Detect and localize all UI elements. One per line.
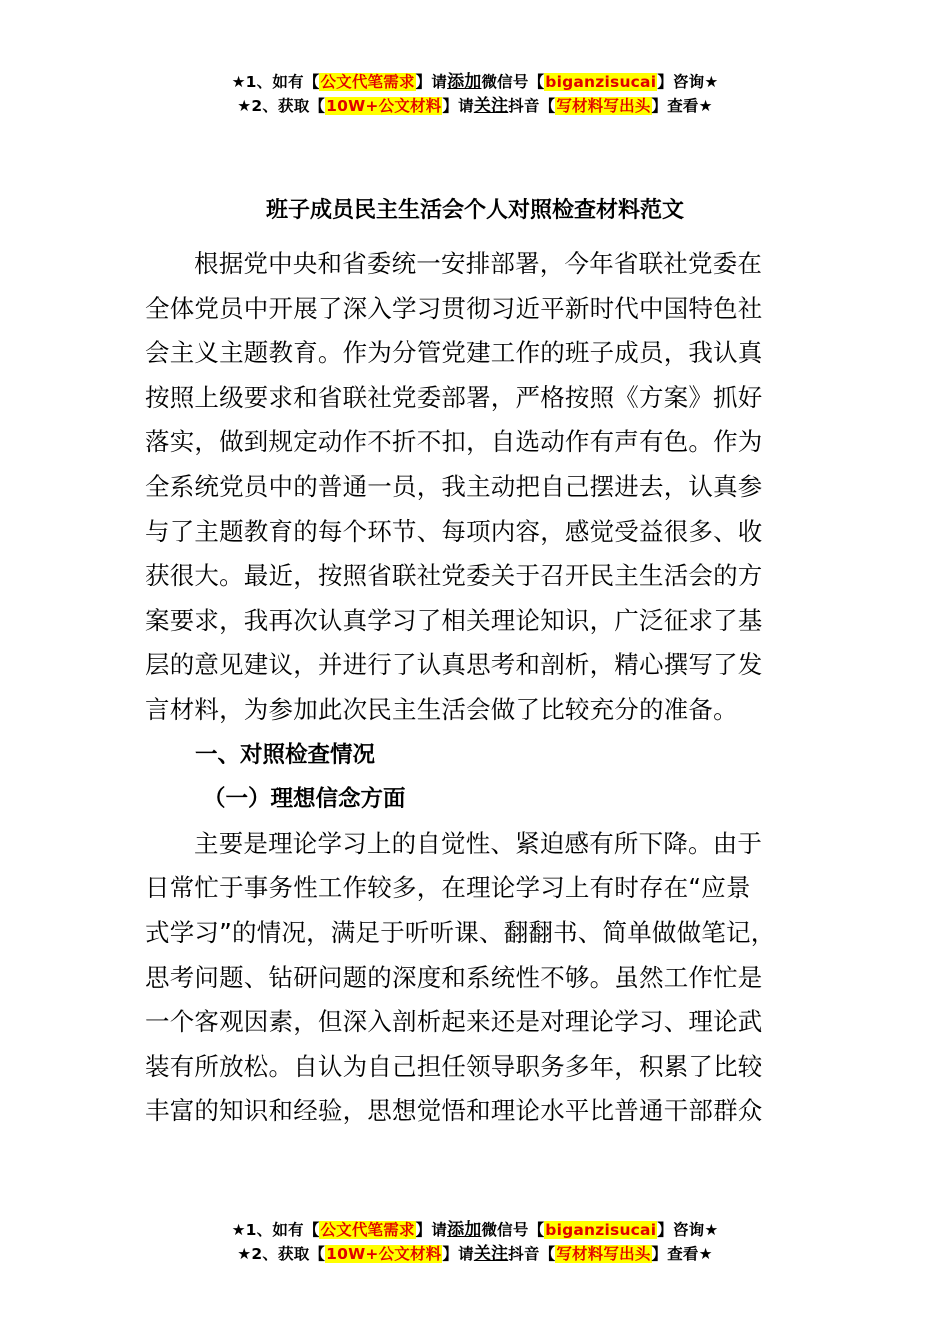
banner-text: 微信号【	[481, 1221, 545, 1239]
banner-text: ★2、获取【	[237, 1245, 326, 1263]
banner-text: ★1、如有【	[231, 1221, 320, 1239]
text-line: 层的意见建议，并进行了认真思考和剖析，精心撰写了发	[145, 650, 763, 680]
banner-underlined: 添加	[447, 72, 482, 92]
banner-line-2	[0, 94, 950, 118]
text-line: 言材料，为参加此次民主生活会做了比较充分的准备。	[145, 694, 738, 724]
banner-text: 】查看★	[651, 1245, 713, 1263]
banner-text: 】咨询★	[657, 73, 719, 91]
banner-text: 】请	[442, 97, 474, 115]
text-line: 全体党员中开展了深入学习贯彻习近平新时代中国特色社	[145, 293, 763, 323]
banner-highlight-wechat: biganzisucai	[545, 73, 657, 91]
text-line: 日常忙于事务性工作较多，在理论学习上有时存在“应景	[145, 873, 751, 903]
banner-highlight-douyin: 写材料写出头	[556, 1245, 651, 1263]
subsection-heading: （一）理想信念方面	[203, 786, 406, 813]
banner-text: 】请	[415, 1221, 448, 1239]
section-heading: 一、对照检查情况	[195, 741, 376, 768]
banner-text: 抖音【	[508, 1245, 556, 1263]
text-line: 一个客观因素，但深入剖析起来还是对理论学习、理论武	[145, 1007, 763, 1037]
top-banner	[0, 70, 950, 118]
banner-text: 】请	[442, 1245, 474, 1263]
text-line: 主要是理论学习上的自觉性、紧迫感有所下降。由于	[194, 828, 763, 858]
bottom-banner	[0, 1218, 950, 1266]
banner-underlined: 关注	[473, 1244, 509, 1264]
intro-paragraph	[145, 242, 805, 733]
banner-text: 微信号【	[481, 73, 545, 91]
text-line: 根据党中央和省委统一安排部署，今年省联社党委在	[194, 249, 763, 278]
text-line: 式学习”的情况，满足于听听课、翻翻书、简单做做笔记，	[145, 917, 776, 947]
banner-text: 】请	[415, 73, 448, 91]
banner-highlight: 公文代笔需求	[320, 73, 415, 91]
text-line: 按照上级要求和省联社党委部署，严格按照《方案》抓好	[145, 382, 763, 412]
banner-highlight: 公文代笔需求	[320, 1221, 415, 1239]
banner-underlined: 添加	[447, 1220, 482, 1240]
banner-underlined: 关注	[473, 96, 509, 116]
banner-text: 】咨询★	[657, 1221, 719, 1239]
banner-line-2	[0, 1242, 950, 1266]
text-line: 思考问题、钻研问题的深度和系统性不够。虽然工作忙是	[145, 962, 763, 992]
document-body	[145, 242, 805, 1134]
banner-highlight-wechat: biganzisucai	[545, 1221, 657, 1239]
text-line: 案要求，我再次认真学习了相关理论知识，广泛征求了基	[145, 605, 763, 635]
banner-text: ★1、如有【	[231, 73, 320, 91]
text-line: 与了主题教育的每个环节、每项内容，感觉受益很多、收	[145, 516, 763, 546]
banner-line-1	[0, 70, 950, 94]
text-line: 全系统党员中的普通一员，我主动把自己摆进去，认真参	[145, 471, 763, 501]
banner-highlight: 10W+公文材料	[326, 1245, 442, 1263]
banner-text: 抖音【	[508, 97, 556, 115]
banner-highlight: 10W+公文材料	[326, 97, 442, 115]
document-title: 班子成员民主生活会个人对照检查材料范文	[265, 198, 684, 223]
text-line: 获很大。最近，按照省联社党委关于召开民主生活会的方	[145, 561, 763, 591]
text-line: 落实，做到规定动作不折不扣，自选动作有声有色。作为	[145, 427, 763, 457]
text-line: 丰富的知识和经验，思想觉悟和理论水平比普通干部群众	[145, 1096, 763, 1126]
text-line: 会主义主题教育。作为分管党建工作的班子成员，我认真	[145, 338, 763, 368]
text-line: 装有所放松。自认为自己担任领导职务多年，积累了比较	[145, 1051, 763, 1081]
banner-line-1	[0, 1218, 950, 1242]
banner-text: 】查看★	[651, 97, 713, 115]
banner-text: ★2、获取【	[237, 97, 326, 115]
body-paragraph	[145, 822, 805, 1134]
banner-highlight-douyin: 写材料写出头	[556, 97, 651, 115]
